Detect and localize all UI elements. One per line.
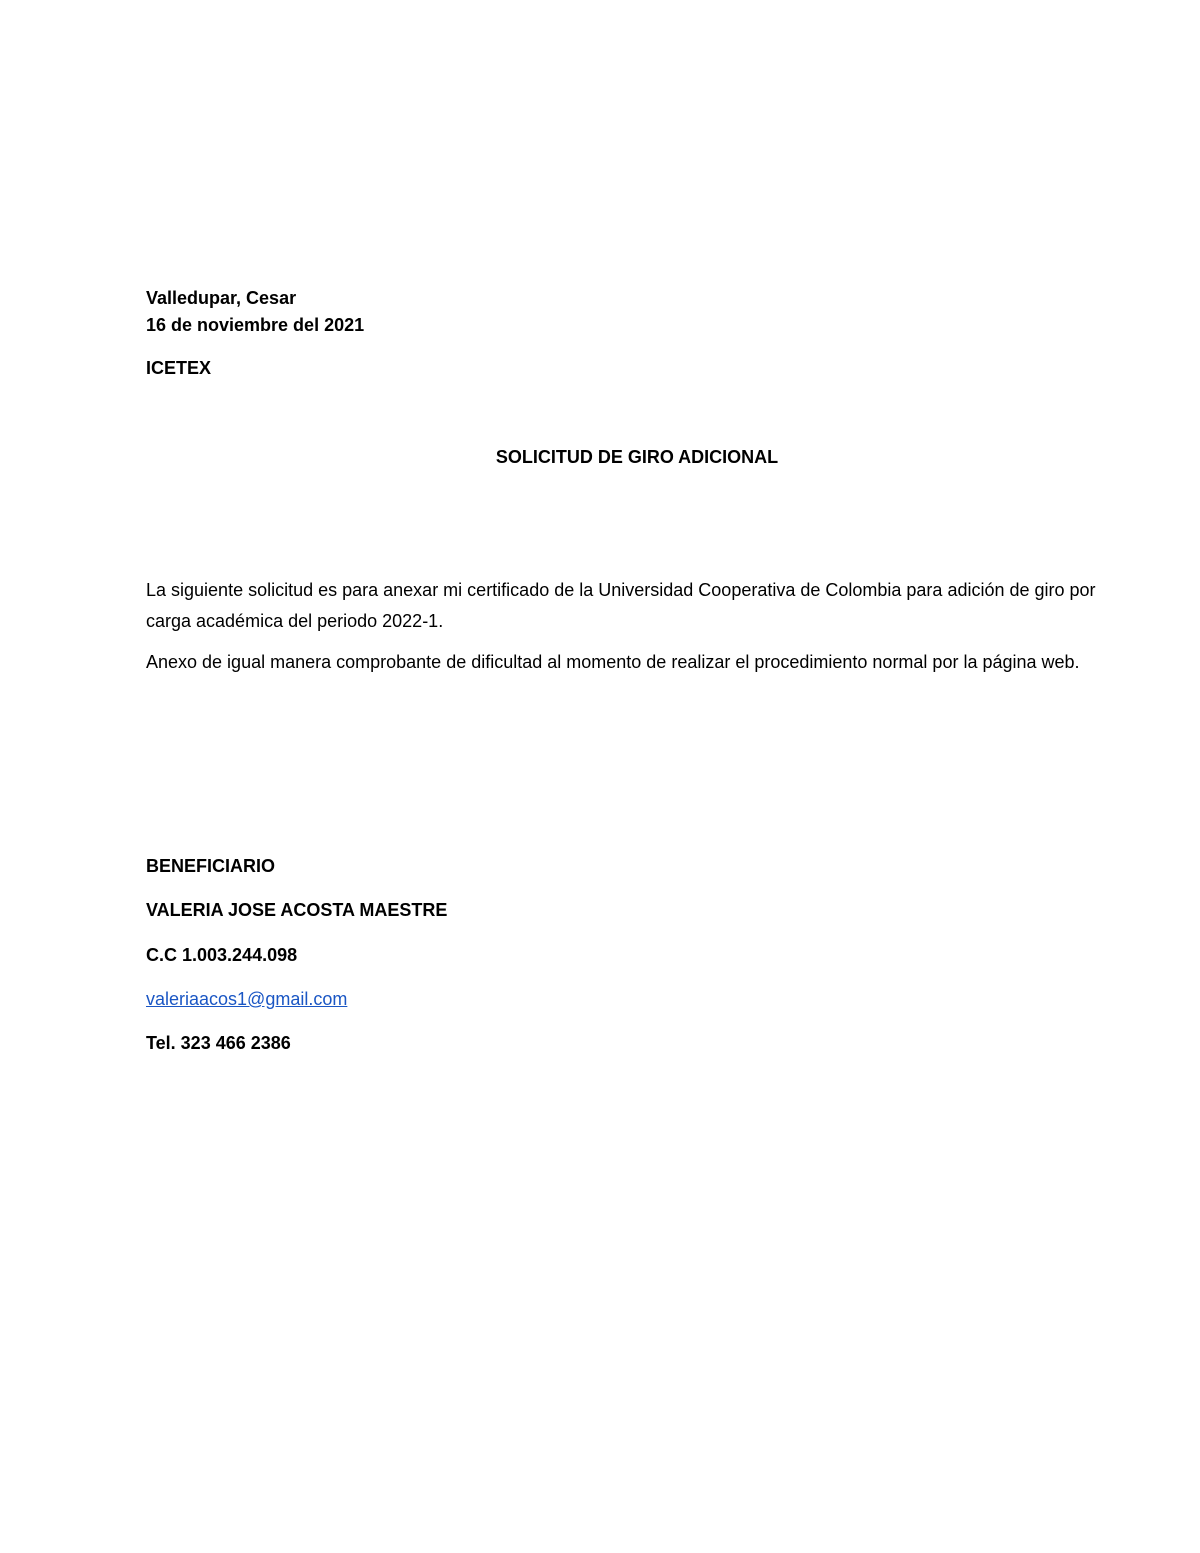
email-link[interactable]: valeriaacos1@gmail.com	[146, 989, 348, 1009]
signature-name: VALERIA JOSE ACOSTA MAESTRE	[146, 900, 448, 920]
city-line: Valledupar, Cesar	[146, 288, 297, 308]
signature-phone: Tel. 323 466 2386	[146, 1033, 291, 1053]
signature-role: BENEFICIARIO	[146, 856, 276, 876]
email-link-line	[146, 988, 347, 1010]
body-paragraph-2: Anexo de igual manera comprobante de dificultad al momento de realizar el procedimiento normal por la página web.	[146, 652, 1080, 672]
signature-id: C.C 1.003.244.098	[146, 945, 298, 965]
body-paragraph-1: La siguiente solicitud es para anexar mi certificado de la Universidad Cooperativa de Colombia para adición de giro por carga académica del periodo 2022-1.	[146, 580, 1096, 631]
document-title: SOLICITUD DE GIRO ADICIONAL	[495, 447, 779, 467]
date-line: 16 de noviembre del 2021	[146, 315, 365, 335]
recipient-line: ICETEX	[146, 358, 212, 378]
